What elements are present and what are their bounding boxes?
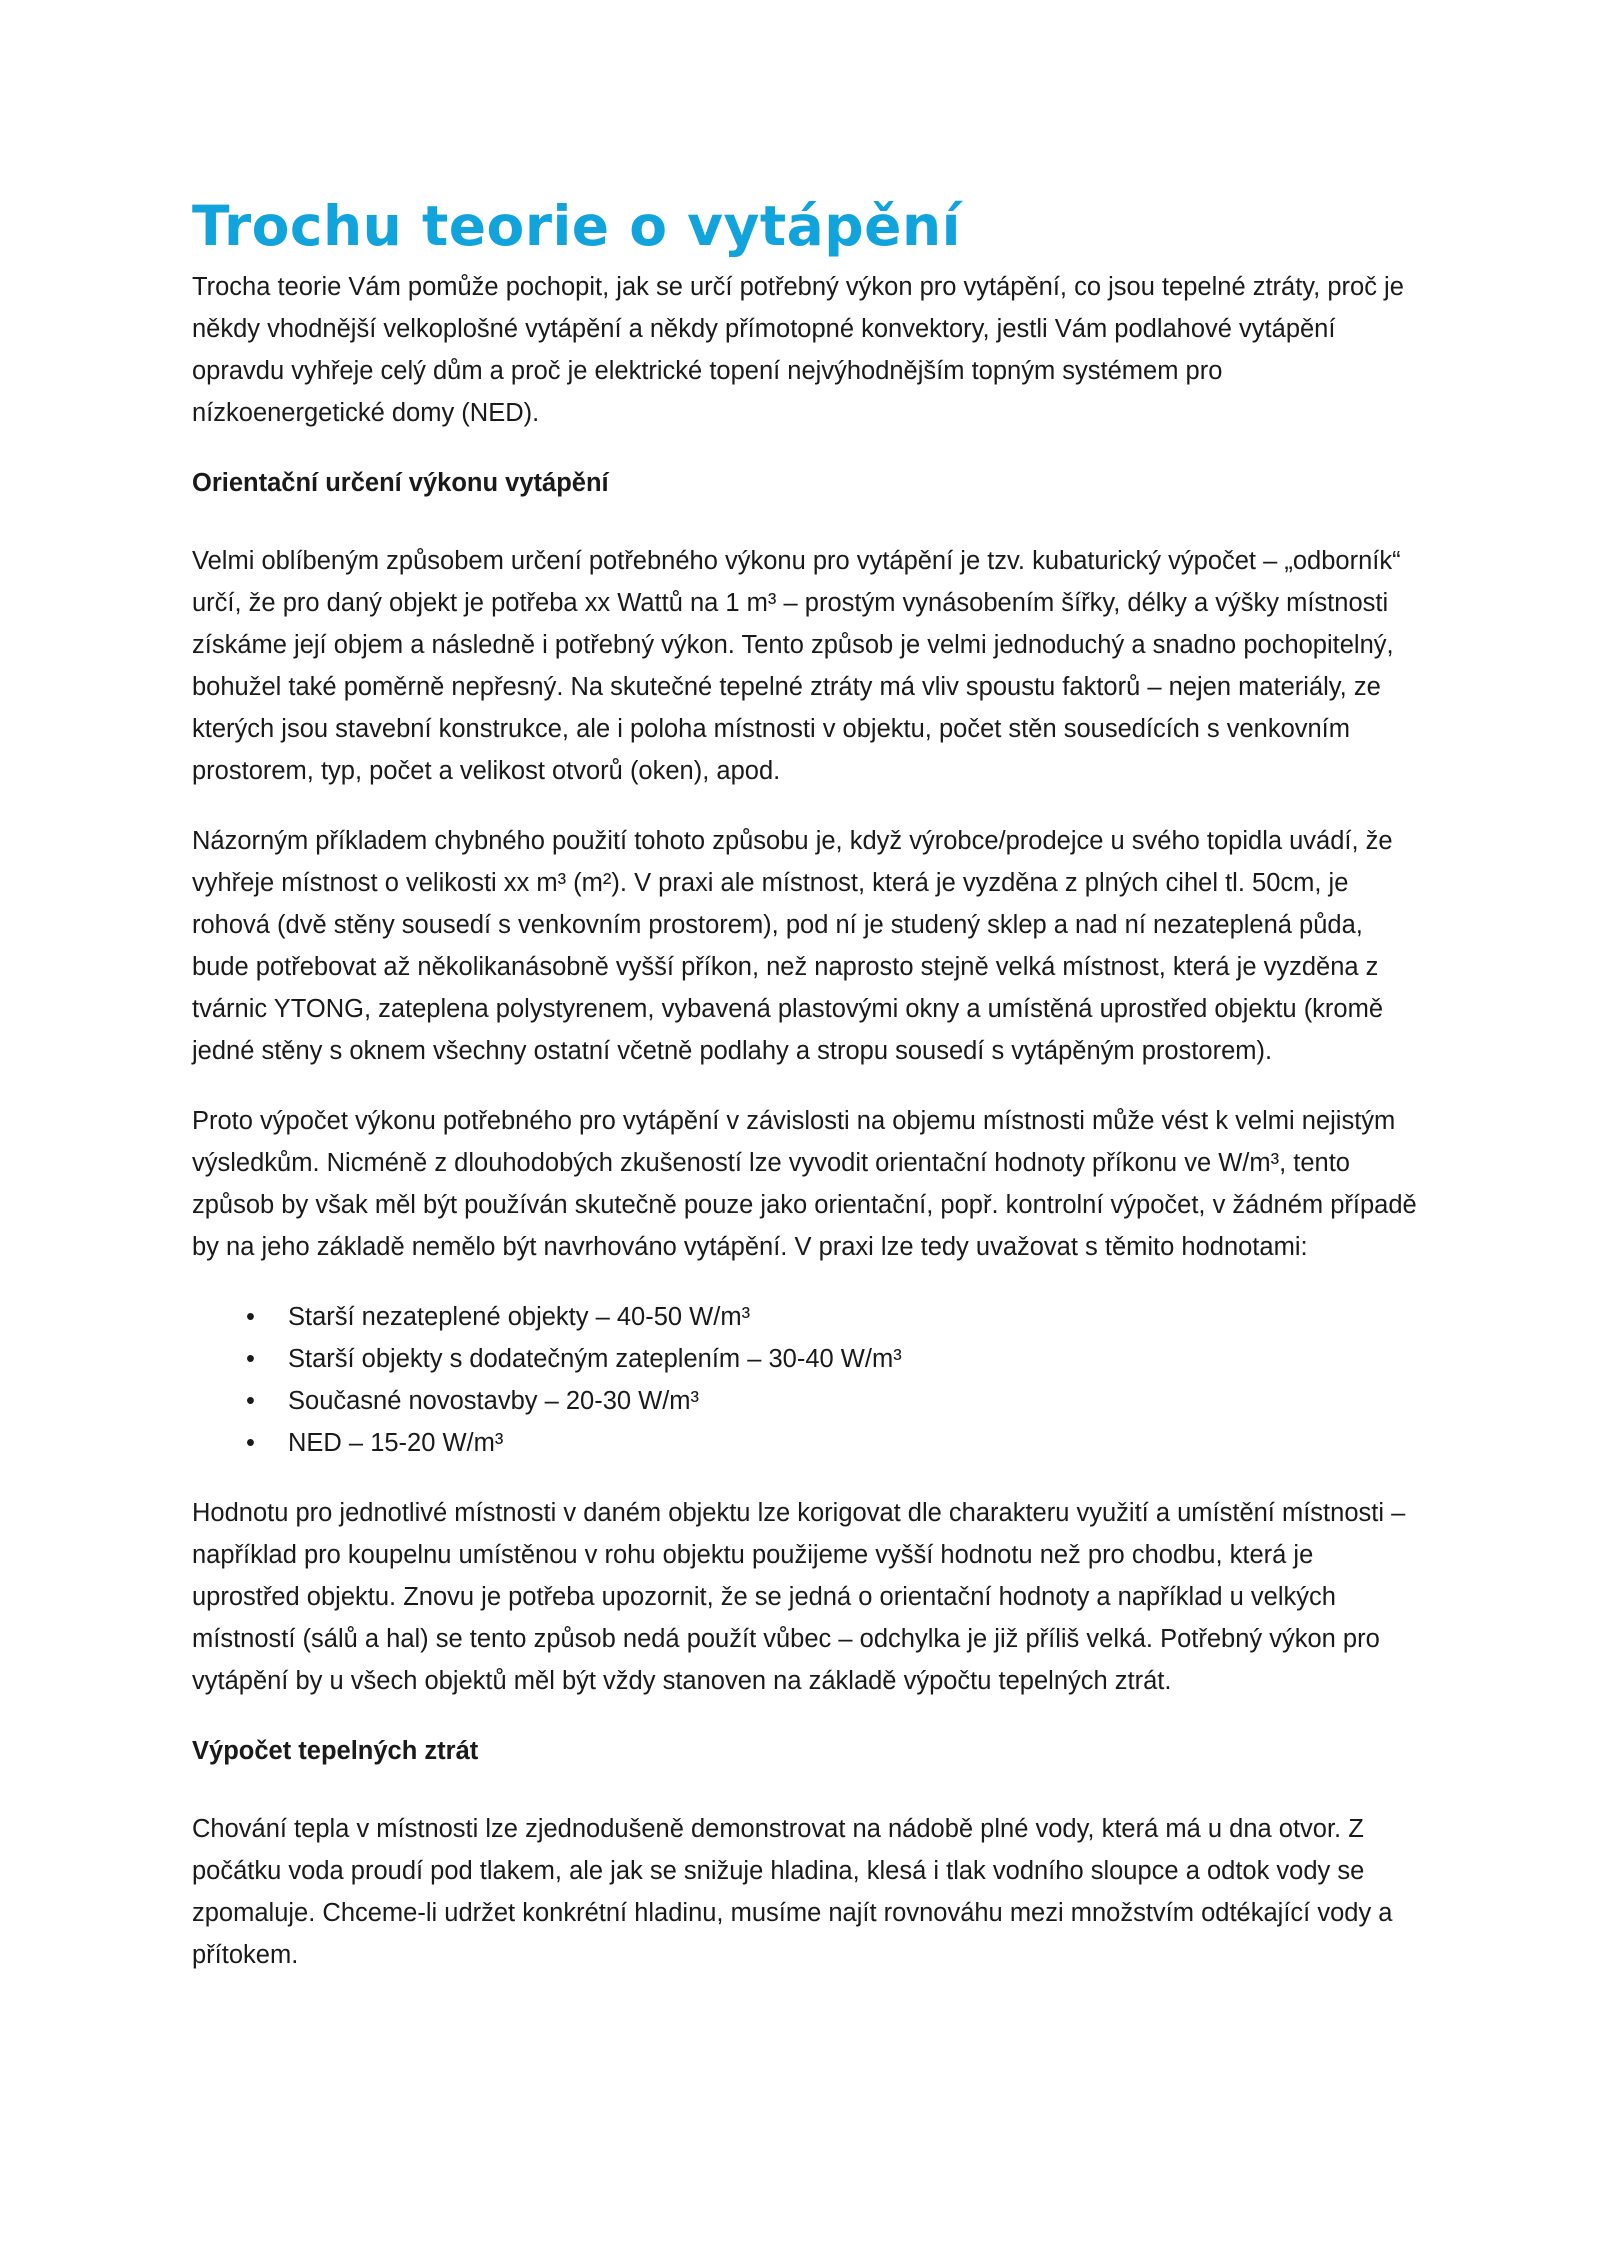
list-item: [192, 1338, 1422, 1380]
intro-paragraph: Trocha teorie Vám pomůže pochopit, jak se určí potřebný výkon pro vytápění, co jsou tepelné ztráty, proč je někdy vhodnější velkoplošné vytápění a někdy přímotopné konvektory, jestli Vám podlahové vytápění opravdu vyhřeje celý dům a proč je elektrické topení nejvýhodnějším topným systémem pro nízkoenergetické domy (NED).: [192, 273, 1404, 427]
closing-paragraph: Hodnotu pro jednotlivé místnosti v daném objektu lze korigovat dle charakteru využití a umístění místnosti – například pro koupelnu umístěnou v rohu objektu použijeme vyšší hodnotu než pro chodbu, která je uprostřed objektu. Znovu je potřeba upozornit, že se jedná o orientační hodnoty a například u velkých místností (sálů a hal) se tento způsob nedá použít vůbec – odchylka je již příliš velká. Potřebný výkon pro vytápění by u všech objektů měl být vždy stanoven na základě výpočtu tepelných ztrát.: [192, 1499, 1406, 1695]
body-paragraph: Velmi oblíbeným způsobem určení potřebného výkonu pro vytápění je tzv. kubaturický výpočet – „odborník“ určí, že pro daný objekt je potřeba xx Wattů na 1 m³ – prostým vynásobením šířky, délky a výšky místnosti získáme její objem a následně i potřebný výkon. Tento způsob je velmi jednoduchý a snadno pochopitelný, bohužel také poměrně nepřesný. Na skutečné tepelné ztráty má vliv spoustu faktorů – nejen materiály, ze kterých jsou stavební konstrukce, ale i poloha místnosti v objektu, počet stěn sousedících s venkovním prostorem, typ, počet a velikost otvorů (oken), apod.: [192, 547, 1401, 785]
list-item: [192, 1380, 1422, 1422]
bullet-icon: •: [246, 1345, 255, 1373]
bullet-icon: •: [246, 1387, 255, 1415]
section-heading-heat-loss: Výpočet tepelných ztrát: [192, 1737, 479, 1765]
list-item-text: Starší nezateplené objekty – 40-50 W/m³: [288, 1303, 751, 1331]
body-paragraph: Názorným příkladem chybného použití tohoto způsobu je, když výrobce/prodejce u svého topidla uvádí, že vyhřeje místnost o velikosti xx m³ (m²). V praxi ale místnost, která je vyzděna z plných cihel tl. 50cm, je rohová (dvě stěny sousedí s venkovním prostorem), pod ní je studený sklep a nad ní nezateplená půda, bude potřebovat až několikanásobně vyšší příkon, než naprosto stejně velká místnost, která je vyzděna z tvárnic YTONG, zateplena polystyrenem, vybavená plastovými okny a umístěná uprostřed objektu (kromě jedné stěny s oknem všechny ostatní včetně podlahy a stropu sousedí s vytápěným prostorem).: [192, 827, 1393, 1065]
section-heading-orientation: Orientační určení výkonu vytápění: [192, 469, 609, 497]
body-paragraph: Chování tepla v místnosti lze zjednodušeně demonstrovat na nádobě plné vody, která má u dna otvor. Z počátku voda proudí pod tlakem, ale jak se snižuje hladina, klesá i tlak vodního sloupce a odtok vody se zpomaluje. Chceme-li udržet konkrétní hladinu, musíme najít rovnováhu mezi množstvím odtékající vody a přítokem.: [192, 1815, 1393, 1969]
list-item: [192, 1296, 1422, 1338]
list-item: [192, 1422, 1422, 1464]
list-item-text: NED – 15-20 W/m³: [288, 1429, 504, 1457]
list-item-text: Starší objekty s dodatečným zateplením – 30-40 W/m³: [288, 1345, 902, 1373]
bullet-icon: •: [246, 1303, 255, 1331]
list-item-text: Současné novostavby – 20-30 W/m³: [288, 1387, 700, 1415]
document-page: [192, 188, 1422, 2004]
values-list: [192, 1296, 1422, 1464]
page-title: Trochu teorie o vytápění: [192, 194, 961, 258]
body-paragraph: Proto výpočet výkonu potřebného pro vytápění v závislosti na objemu místnosti může vést k velmi nejistým výsledkům. Nicméně z dlouhodobých zkušeností lze vyvodit orientační hodnoty příkonu ve W/m³, tento způsob by však měl být používán skutečně pouze jako orientační, popř. kontrolní výpočet, v žádném případě by na jeho základě nemělo být navrhováno vytápění. V praxi lze tedy uvažovat s těmito hodnotami:: [192, 1107, 1417, 1261]
bullet-icon: •: [246, 1429, 255, 1457]
